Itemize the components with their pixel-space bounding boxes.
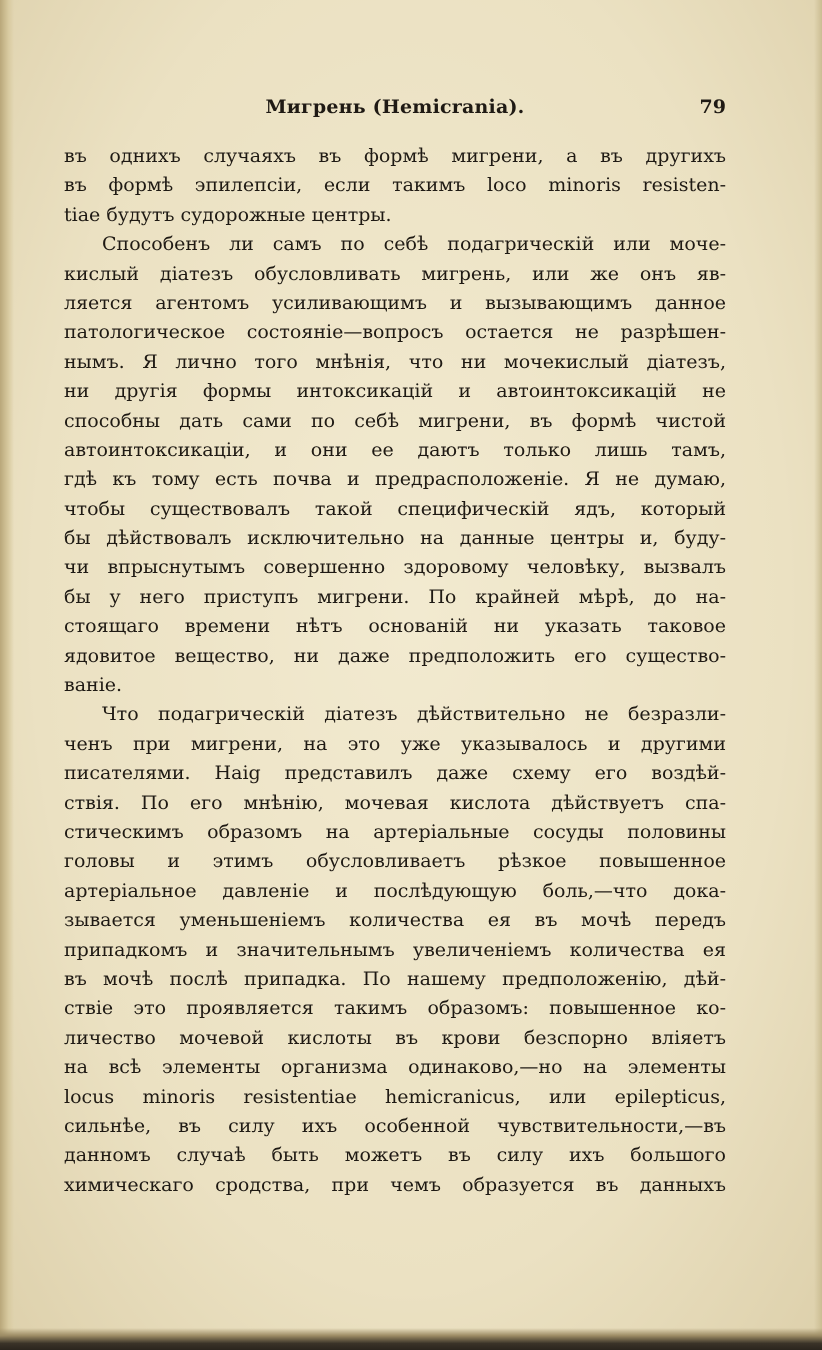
text-line: ваніе. <box>64 674 123 697</box>
text-line: чтобы существовалъ такой специфическій ядъ, который <box>64 497 726 520</box>
page-right-edge <box>814 0 822 1350</box>
page-bottom-edge <box>0 1328 822 1350</box>
text-line: автоинтоксикаціи, и они ее даютъ только лишь тамъ, <box>64 438 726 461</box>
text-line: въ однихъ случаяхъ въ формѣ мигрени, а въ другихъ <box>64 145 726 167</box>
text-line: ченъ при мигрени, на это уже указывалось и другими <box>64 732 726 755</box>
text-line: tiae будутъ судорожные центры. <box>64 203 392 226</box>
text-line: locus minoris resistentiae hemicranicus, или epilepticus, <box>64 1085 726 1108</box>
text-line: ствіе это проявляется такимъ образомъ: повышенное ко- <box>64 997 726 1020</box>
text-line: въ мочѣ послѣ припадка. По нашему предположенію, дѣй- <box>64 967 726 990</box>
text-line: ядовитое вещество, ни даже предположить его существо- <box>64 644 726 667</box>
text-line: зывается уменьшеніемъ количества ея въ мочѣ передъ <box>64 909 726 932</box>
text-line: припадкомъ и значительнымъ увеличеніемъ количества ея <box>64 938 726 961</box>
text-line: артеріальное давленіе и послѣдующую боль,—что дока- <box>64 879 726 902</box>
text-line: ляется агентомъ усиливающимъ и вызывающимъ данное <box>64 291 726 314</box>
text-line: гдѣ къ тому есть почва и предрасположеніе. Я не думаю, <box>64 468 726 491</box>
text-line: кислый діатезъ обусловливать мигрень, или же онъ яв- <box>64 262 726 285</box>
text-line: сильнѣе, въ силу ихъ особенной чувствительности,—въ <box>64 1114 726 1137</box>
running-title: Мигрень (Hemicrania). <box>265 96 525 118</box>
text-line: бы у него приступъ мигрени. По крайней мѣрѣ, до на- <box>64 585 726 608</box>
text-line: головы и этимъ обусловливаетъ рѣзкое повышенное <box>64 850 726 873</box>
page-header <box>64 96 726 126</box>
text-line: стоящаго времени нѣтъ основаній ни указать таковое <box>64 615 726 638</box>
text-line: патологическое состояніе—вопросъ остается не разрѣшен- <box>64 321 726 344</box>
paragraph-first-line: Что подагрическій діатезъ дѣйствительно не безразли- <box>102 703 726 726</box>
text-line: ствія. По его мнѣнію, мочевая кислота дѣйствуетъ спа- <box>64 791 726 814</box>
text-line: химическаго сродства, при чемъ образуется въ данныхъ <box>64 1173 726 1196</box>
text-line: въ формѣ эпилепсіи, если такимъ loco minoris resisten- <box>64 174 726 197</box>
text-line: нымъ. Я лично того мнѣнія, что ни мочекислый діатезъ, <box>64 350 726 373</box>
text-line: на всѣ элементы организма одинаково,—но на элементы <box>64 1056 726 1079</box>
text-line: чи впрыснутымъ совершенно здоровому человѣку, вызвалъ <box>64 556 726 579</box>
body-text <box>64 142 726 1200</box>
text-line: данномъ случаѣ быть можетъ въ силу ихъ большого <box>64 1144 726 1167</box>
page-left-edge <box>0 0 14 1350</box>
page-number: 79 <box>699 96 726 118</box>
text-line: стическимъ образомъ на артеріальные сосуды половины <box>64 820 726 843</box>
text-line: личество мочевой кислоты въ крови безспорно вліяетъ <box>64 1026 726 1049</box>
text-line: ни другія формы интоксикацій и автоинтоксикацій не <box>64 380 726 403</box>
text-line: способны дать сами по себѣ мигрени, въ формѣ чистой <box>64 409 726 432</box>
text-line: бы дѣйствовалъ исключительно на данные центры и, буду- <box>64 527 726 550</box>
text-line: писателями. Haig представилъ даже схему его воздѣй- <box>64 762 726 785</box>
paragraph-first-line: Способенъ ли самъ по себѣ подагрическій или моче- <box>102 233 726 256</box>
